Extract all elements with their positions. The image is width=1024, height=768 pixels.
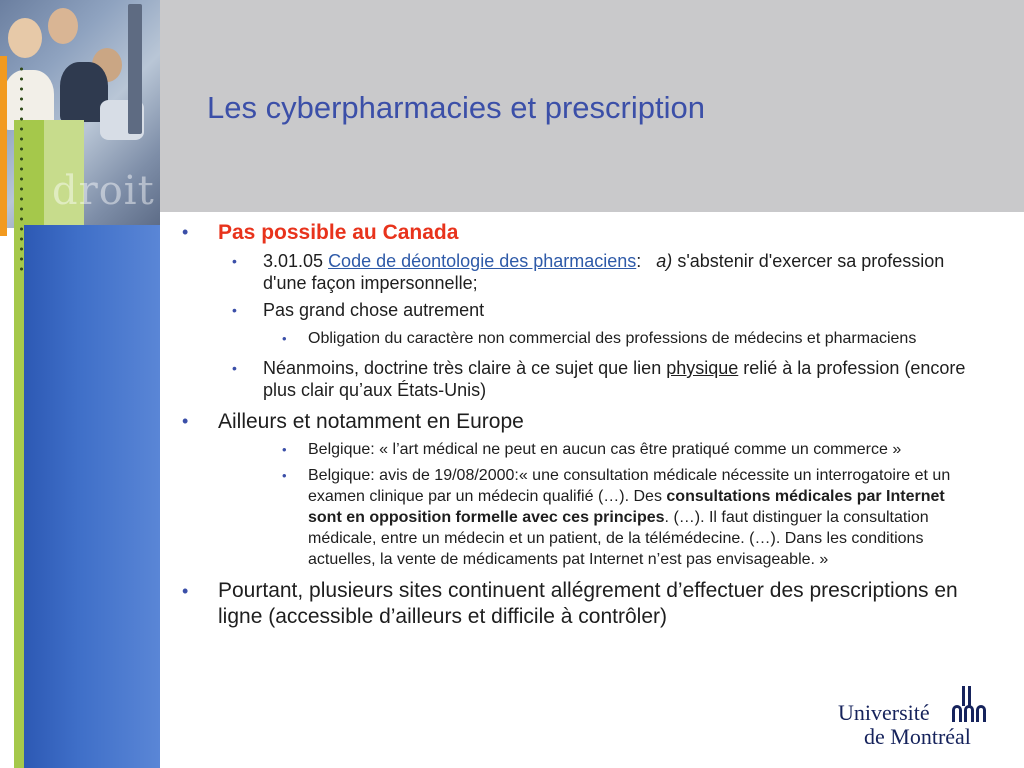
code-item-a: a) [656,251,673,271]
neanmoins-text-start: Néanmoins, doctrine très claire à ce sujet que lien [263,358,667,378]
universite-de-montreal-logo [838,686,994,748]
pourtant-text: Pourtant, plusieurs sites continuent allégrement d’effectuer des prescriptions en ligne (accessible d’ailleurs et difficile à contrôler) [218,579,958,628]
slide-body [180,216,980,630]
belgique-avis-text-start: Belgique: avis de 19/08/2000:« une consultation médicale nécessite un interrogatoire et un examen clinique par un médecin qualifié (…). Des [308,467,951,505]
bullet-code-deontologie [180,250,980,294]
code-deontologie-link[interactable]: Code de déontologie des pharmaciens [328,251,637,271]
code-colon: : [636,251,657,271]
code-number: 3.01.05 [263,251,329,271]
neanmoins-text-end: relié à la profession (encore plus clair qu’aux États-Unis) [263,358,966,400]
blue-sidebar-column [24,225,160,768]
canada-heading: Pas possible au Canada [218,221,459,244]
bullet-canada [180,220,980,245]
bullet-dot-icon: • [282,442,287,457]
bullet-pas-grand-chose [180,299,980,321]
bullet-dot-icon: • [232,360,237,376]
belgique-avis-text-end: . (…). Il faut distinguer la consultation médicale, entre un médecin et un patient, de la télémédecine. (…). Dans les conditions actuelles, la vente de médicaments pat Internet n’est pas envisageable. » [308,509,929,568]
bullet-dot-icon: • [282,468,287,483]
bullet-obligation [180,326,980,352]
slide-title: Les cyberpharmacies et prescription [207,90,705,125]
bullet-belgique-art-medical [180,439,980,460]
bullet-dot-icon: • [232,253,237,269]
watermark-text: droit [52,168,155,214]
bullet-dot-icon: • [182,581,189,601]
logo-line-de-montreal: de Montréal [864,724,971,749]
bullet-dot-icon: • [282,331,287,346]
physique-link[interactable]: physique [666,358,739,378]
bullet-neanmoins [180,357,980,401]
bullet-ailleurs [180,409,980,434]
bullet-belgique-avis [180,465,980,570]
logo-line-universite: Université [838,700,930,725]
belgique-avis-bold-text: consultations médicales par Internet sont en opposition formelle avec ces principes [308,488,945,526]
obligation-text: Obligation du caractère non commercial des professions de médecins et pharmaciens [308,330,917,347]
belgique-art-medical-text: Belgique: « l’art médical ne peut en aucun cas être pratiqué comme un commerce » [308,441,902,458]
orange-accent-strip [0,56,7,236]
bullet-dot-icon: • [182,411,189,431]
pas-grand-chose-text: Pas grand chose autrement [263,300,485,320]
dotted-strip [19,64,24,274]
bullet-pourtant [180,578,980,630]
udem-logo-mark-icon [950,686,990,722]
code-text: s'abstenir d'exercer sa profession d'une façon impersonnelle; [263,251,945,293]
ailleurs-text: Ailleurs et notamment en Europe [218,410,524,433]
bullet-dot-icon: • [232,302,237,318]
bullet-dot-icon: • [182,222,189,242]
